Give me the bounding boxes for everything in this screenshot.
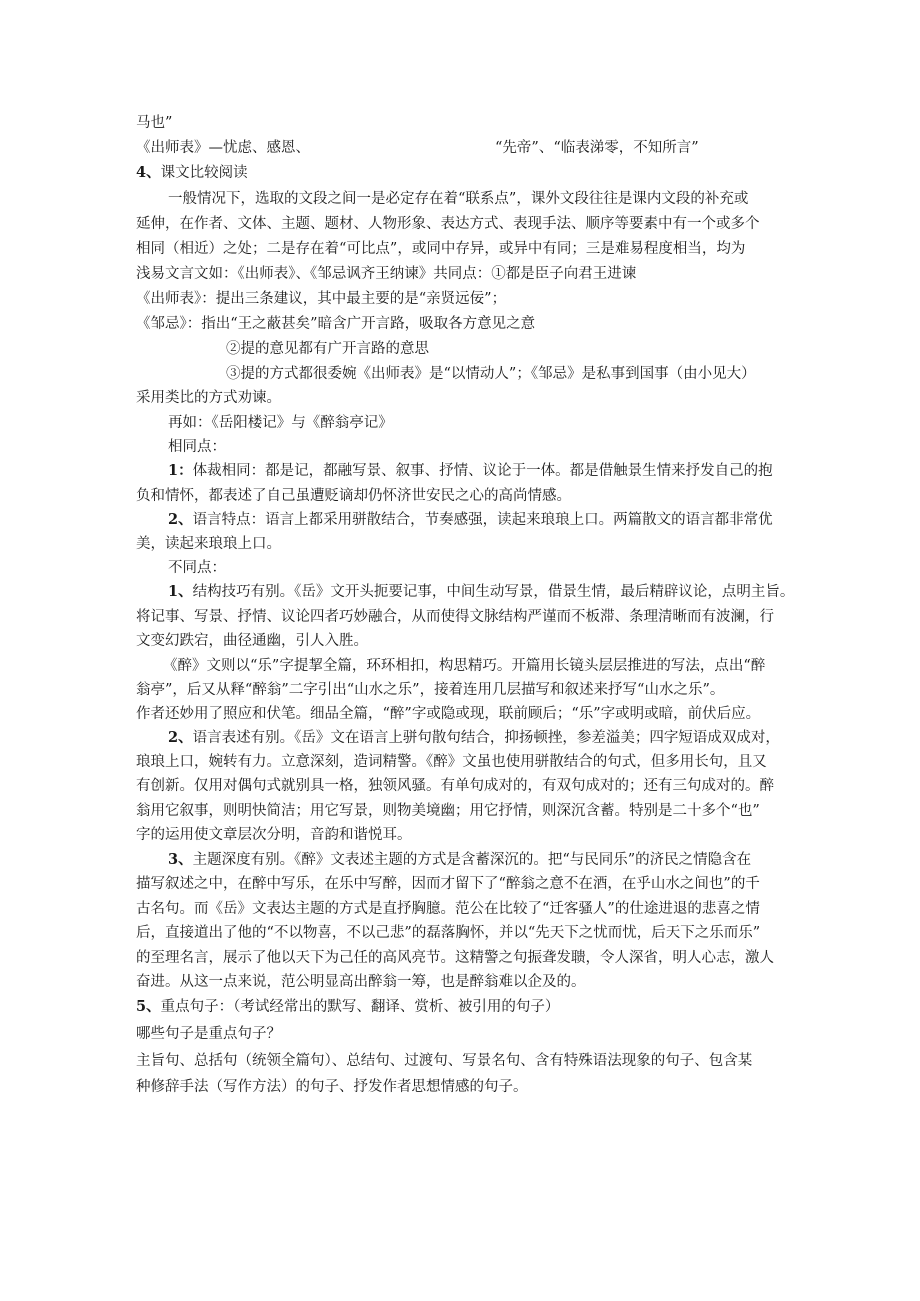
text-line: 字的运用使文章层次分明，音韵和谐悦耳。 [136, 827, 412, 843]
text-line: “先帝”、“临表涕零，不知所言” [495, 140, 699, 156]
text-line: 后，直接道出了他的“不以物喜，不以己悲”的磊落胸怀，并以“先天下之忧而忧，后天下之乐而乐” [136, 925, 761, 941]
text-line: 《出师表》：提出三条建议，其中最主要的是“亲贤远佞”； [136, 291, 507, 307]
text-line [168, 583, 794, 601]
item-number: 1： [168, 462, 193, 479]
text-line: 主旨句、总括句（统领全篇句）、总结句、过渡句、写景名句、含有特殊语法现象的句子、包含某 [136, 1053, 753, 1069]
text-line: 奋进。从这一点来说，范公明显高出醉翁一筹，也是醉翁难以企及的。 [136, 974, 586, 990]
text-line: 文变幻跌宕，曲径通幽，引人入胜。 [136, 633, 368, 649]
text-line: 有创新。仅用对偶句式就别具一格，独领风骚。有单句成对的，有双句成对的；还有三句成对的。醉 [136, 778, 774, 794]
text-line: 古名句。而《岳》文表达主题的方式是直抒胸臆。范公在比较了“迁客骚人”的仕途进退的悲喜之情 [136, 901, 760, 917]
item-text: 语言特点：语言上都采用骈散结合，节奏感强，读起来琅琅上口。两篇散文的语言都非常优 [192, 512, 773, 528]
text-line: 琅琅上口，婉转有力。立意深刻，造词精警。《醉》文虽也使用骈散结合的句式，但多用长句，且又 [136, 754, 767, 770]
text-line [168, 462, 773, 480]
section-number: 4、 [136, 164, 161, 181]
item-text: 语言表述有别。《岳》文在语言上骈句散句结合，抑扬顿挫，参差溢美；四字短语成双成对， [192, 730, 780, 746]
text-line: 《出师表》—忧虑、感恩、 [136, 140, 310, 156]
item-text: 主题深度有别。《醉》文表述主题的方式是含蓄深沉的。把“与民同乐”的济民之情隐含在 [192, 852, 752, 868]
text-line [168, 511, 773, 529]
text-line: 作者还妙用了照应和伏笔。细品全篇，“醉”字或隐或现，联前顾后；“乐”字或明或暗，前伏后应。 [136, 706, 761, 722]
text-line: 相同点： [168, 439, 226, 455]
text-line: 相同（相近）之处；二是存在着“可比点”，或同中存异，或异中有同；三是难易程度相当，均为 [136, 241, 746, 257]
item-number: 2、 [168, 729, 193, 746]
item-number: 2、 [168, 511, 193, 528]
text-line: 《醉》文则以“乐”字提挈全篇，环环相扣，构思精巧。开篇用长镜头层层推进的写法，点出“醉 [163, 658, 766, 674]
text-line: 延伸，在作者、文体、主题、题材、人物形象、表达方式、表现手法、顺序等要素中有一个或多个 [136, 216, 760, 232]
text-line: 采用类比的方式劝谏。 [136, 390, 281, 406]
text-line: 翁亭”，后又从释“醉翁”二字引出“山水之乐”，接着连用几层描写和叙述来抒写“山水之乐”。 [136, 682, 725, 698]
section-number: 5、 [136, 998, 161, 1015]
text-line: 《邹忌》：指出“王之蔽甚矣”暗含广开言路，吸取各方意见之意 [136, 316, 536, 332]
text-line: 翁用它叙事，则明快简洁；用它写景，则物美境幽；用它抒情，则深沉含蓄。特别是二十多个“也” [136, 803, 760, 819]
text-line: ③提的方式都很委婉《出师表》是“以情动人”；《邹忌》是私事到国事（由小见大） [226, 366, 756, 382]
text-line: ②提的意见都有广开言路的意思 [226, 341, 429, 357]
text-line: 马也” [136, 115, 173, 131]
item-number: 1、 [168, 583, 193, 600]
text-line: 再如：《岳阳楼记》与《醉翁亭记》 [168, 415, 393, 431]
text-line: 一般情况下，选取的文段之间一是必定存在着“联系点”，课外文段往往是课内文段的补充或 [168, 191, 749, 207]
text-line: 描写叙述之中，在醉中写乐，在乐中写醉，因而才留下了“醉翁之意不在酒，在乎山水之间也”的千 [136, 876, 760, 892]
text-line [168, 729, 780, 747]
text-line: 浅易文言文如：《出师表》、《邹忌讽齐王纳谏》共同点：①都是臣子向君王进谏 [136, 266, 637, 282]
section-title: 课文比较阅读 [160, 165, 248, 181]
text-line: 负和情怀，都表述了自己虽遭贬谪却仍怀济世安民之心的高尚情感。 [136, 488, 571, 504]
text-line: 美，读起来琅琅上口。 [136, 536, 281, 552]
text-line: 不同点： [168, 560, 226, 576]
item-number: 3、 [168, 851, 193, 868]
text-line [168, 851, 751, 869]
item-text: 结构技巧有别。《岳》文开头扼要记事，中间生动写景，借景生情，最后精辟议论，点明主旨。 [192, 584, 795, 600]
text-line: 哪些句子是重点句子？ [136, 1026, 281, 1042]
section-heading [136, 164, 248, 182]
text-line: 将记事、写景、抒情、议论四者巧妙融合，从而使得文脉结构严谨而不板滞、条理清晰而有波澜，行 [136, 609, 774, 625]
text-line: 种修辞手法（写作方法）的句子、抒发作者思想情感的句子。 [136, 1079, 528, 1095]
section-heading [136, 998, 559, 1016]
text-line: 的至理名言，展示了他以天下为己任的高风亮节。这精警之句振聋发聩，令人深省，明人心志，激人 [136, 950, 774, 966]
item-text: 体裁相同：都是记，都融写景、叙事、抒情、议论于一体。都是借触景生情来抒发自己的抱 [192, 463, 773, 479]
section-title: 重点句子：（考试经常出的默写、翻译、赏析、被引用的句子） [160, 999, 560, 1015]
